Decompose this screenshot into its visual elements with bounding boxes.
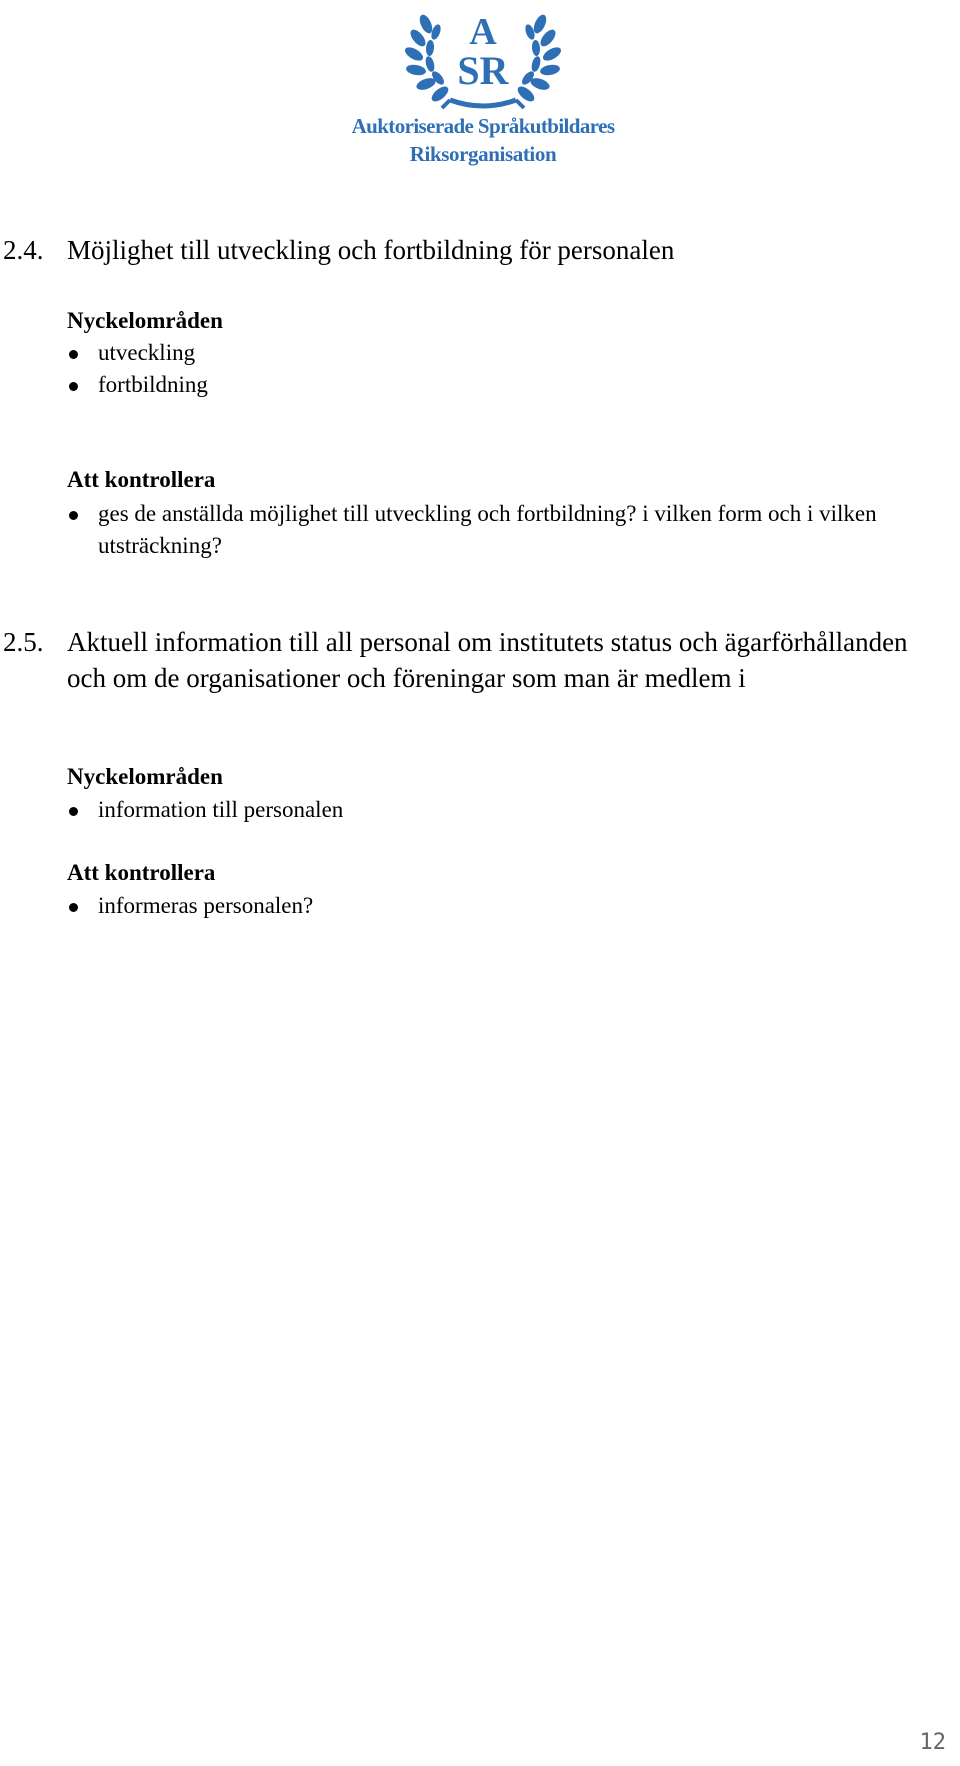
list-item-text: fortbildning [98, 372, 208, 397]
section-2-4-heading [0, 232, 950, 268]
page-number: 12 [919, 1730, 946, 1755]
key-areas-label: Nyckelområden [67, 308, 223, 333]
section-2-5-heading [0, 624, 950, 696]
key-areas-list [67, 794, 947, 826]
section-number: 2.5. [3, 627, 44, 657]
bullet-icon [69, 382, 78, 391]
key-areas-label: Nyckelområden [67, 764, 223, 789]
laurel-emblem-icon [338, 4, 628, 116]
section-number: 2.4. [3, 235, 44, 265]
list-item-text: ges de anställda möjlighet till utveckling och fortbildning? i vilken form och i vilken utsträckning? [98, 501, 877, 558]
bullet-icon [69, 807, 78, 816]
list-item [67, 794, 947, 826]
list-item [67, 337, 947, 369]
logo-line-1: Auktoriserade Språkutbildares [351, 114, 615, 138]
list-item [67, 498, 937, 562]
list-item [67, 890, 947, 922]
bullet-icon [69, 511, 78, 520]
logo-monogram-bottom: SR [457, 48, 509, 93]
bullet-icon [69, 350, 78, 359]
bullet-icon [69, 903, 78, 912]
logo-line-2: Riksorganisation [409, 142, 557, 166]
key-areas-list [67, 337, 947, 401]
list-item-text: informeras personalen? [98, 893, 314, 918]
check-label: Att kontrollera [67, 467, 216, 492]
section-title: Möjlighet till utveckling och fortbildning för personalen [67, 235, 675, 265]
logo-monogram-top: A [469, 11, 497, 53]
section-title: Aktuell information till all personal om institutets status och ägarförhållanden och om de organisationer och föreningar som man är medlem i [67, 627, 908, 693]
organization-logo [338, 4, 628, 172]
check-list [67, 498, 937, 562]
check-label: Att kontrollera [67, 860, 216, 885]
list-item-text: utveckling [98, 340, 196, 365]
list-item [67, 369, 947, 401]
list-item-text: information till personalen [98, 797, 344, 822]
check-list [67, 890, 947, 922]
